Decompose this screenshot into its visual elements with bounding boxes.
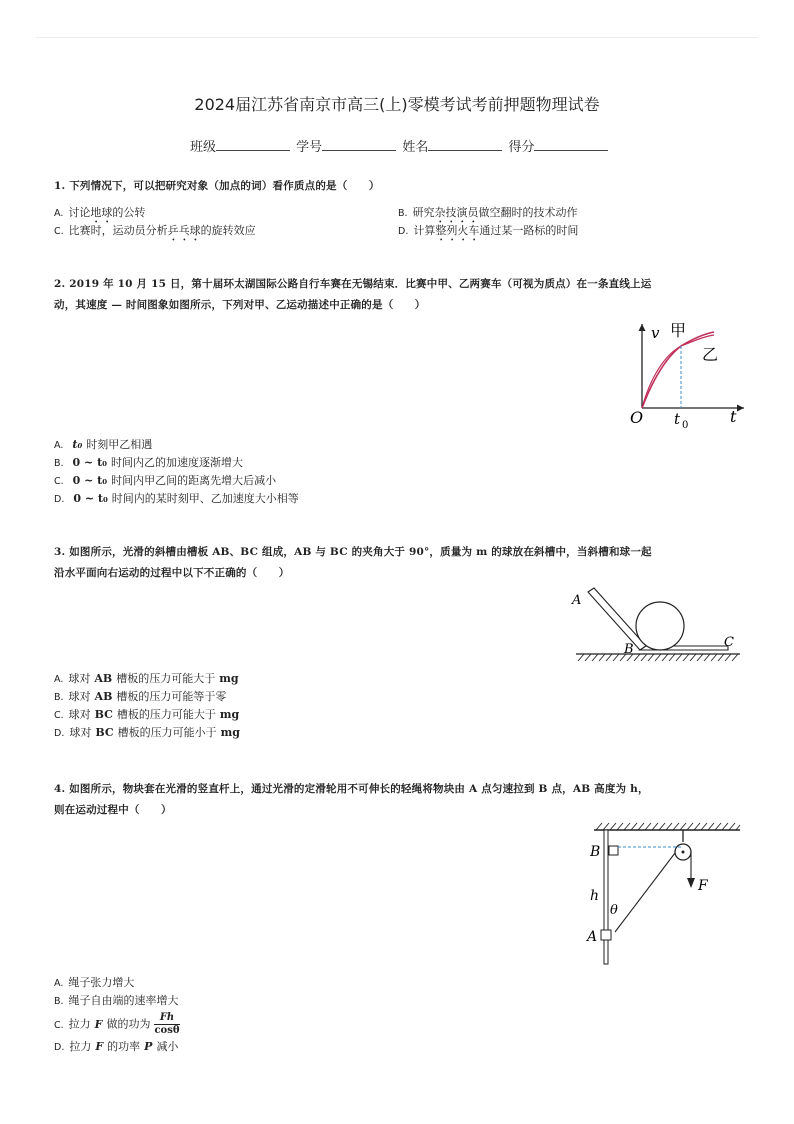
jia-label: 甲 — [670, 321, 687, 340]
q3-option-b[interactable]: B. 球对 AB 槽板的压力可能等于零 — [54, 690, 227, 703]
q3-groove-figure — [568, 582, 744, 666]
question-text: 下列情况下，可以把研究对象（加点的词）看作质点的是（ ） — [69, 180, 380, 192]
q4-pulley-figure — [584, 820, 744, 968]
score-blank[interactable] — [534, 138, 608, 151]
id-blank[interactable] — [322, 138, 396, 151]
q2-option-d[interactable]: D. 0 ~ t₀ 时间内的某时刻甲、乙加速度大小相等 — [54, 492, 299, 505]
q4-option-a[interactable]: A. 绳子张力增大 — [54, 976, 135, 989]
ground-hatching — [578, 654, 738, 661]
name-blank[interactable] — [428, 138, 502, 151]
question-number: 4. — [54, 783, 66, 795]
q2-option-a[interactable]: A. t₀ 时刻甲乙相遇 — [54, 438, 153, 451]
question-text-line1: 如图所示，光滑的斜槽由槽板 AB、BC 组成，AB 与 BC 的夹角大于 90°，质量为 m 的球放在斜槽中，当斜槽和球一起 — [69, 546, 652, 558]
label-h: h — [590, 888, 600, 904]
q1-option-c[interactable]: C. 比赛时，运动员分析乒乓球的旋转效应 — [54, 224, 256, 237]
label-a: A — [572, 593, 582, 608]
class-blank[interactable] — [216, 138, 290, 151]
question-text-line2: 动，其速度 — 时间图象如图所示，下列对甲、乙运动描述中正确的是（ ） — [54, 299, 426, 311]
class-label: 班级 — [190, 140, 217, 155]
block-position-a — [601, 930, 611, 940]
q3-option-d[interactable]: D. 球对 BC 槽板的压力可能小于 mg — [54, 726, 240, 739]
label-a: A — [587, 929, 598, 945]
question-number: 3. — [54, 546, 66, 558]
q3-option-c[interactable]: C. 球对 BC 槽板的压力可能大于 mg — [54, 708, 240, 721]
question-text-line2: 沿水平面向右运动的过程中以下不正确的（ ） — [54, 567, 290, 579]
pulley-axle — [682, 851, 685, 854]
label-f: F — [698, 878, 708, 894]
v-label: v — [651, 324, 660, 342]
q4-option-b[interactable]: B. 绳子自由端的速率增大 — [54, 994, 179, 1007]
rope — [615, 853, 675, 932]
v-axis-arrow — [639, 324, 646, 331]
t-label: t — [730, 407, 737, 426]
q2-vt-graph — [620, 316, 750, 434]
score-label: 得分 — [508, 140, 535, 155]
question-4 — [54, 779, 740, 821]
t-axis-arrow — [737, 405, 744, 412]
page-title: 2024届江苏省南京市高三(上)零模考试考前押题物理试卷 — [194, 95, 600, 114]
question-3 — [54, 542, 740, 584]
label-theta: θ — [610, 903, 618, 918]
q3-option-a[interactable]: A. 球对 AB 槽板的压力可能大于 mg — [54, 672, 239, 685]
vertical-rod — [604, 830, 608, 964]
label-c: C — [724, 635, 734, 650]
label-b: B — [590, 844, 601, 860]
student-info-line — [190, 136, 610, 155]
top-rule — [36, 37, 758, 38]
yi-label: 乙 — [702, 345, 719, 364]
q4-option-c[interactable]: C. 拉力 F 做的功为 $\frac{Fh}{\cos\theta}$ — [54, 1012, 180, 1036]
question-number: 1. — [54, 180, 66, 192]
question-1 — [54, 176, 740, 197]
q4-option-d[interactable]: D. 拉力 F 的功率 P 减小 — [54, 1040, 179, 1053]
ceiling-hatching — [596, 823, 740, 830]
name-label: 姓名 — [402, 140, 429, 155]
question-text-line1: 如图所示，物块套在光滑的竖直杆上，通过光滑的定滑轮用不可伸长的轻绳将物块由 A 点匀速拉到 B 点，AB 高度为 h， — [69, 783, 649, 795]
origin-label: O — [630, 408, 644, 427]
q2-option-b[interactable]: B. 0 ~ t₀ 时间内乙的加速度逐渐增大 — [54, 456, 243, 469]
curve-jia — [642, 332, 714, 408]
id-label: 学号 — [296, 140, 323, 155]
question-number: 2. — [54, 278, 66, 290]
force-arrow — [687, 878, 695, 888]
question-text-line1: 2019 年 10 月 15 日，第十届环太湖国际公路自行车赛在无锡结束．比赛中甲、乙两赛车（可视为质点）在一条直线上运 — [69, 278, 652, 290]
fraction: $\frac{Fh}{\cos\theta}$ — [154, 1012, 180, 1036]
question-2 — [54, 274, 740, 316]
t0-subscript: 0 — [682, 420, 689, 431]
ball — [636, 602, 684, 650]
q2-option-c[interactable]: C. 0 ~ t₀ 时间内甲乙间的距离先增大后减小 — [54, 474, 277, 487]
q1-option-b[interactable]: B. 研究杂技演员做空翻时的技术动作 — [398, 206, 578, 219]
q1-option-d[interactable]: D. 计算整列火车通过某一路标的时间 — [398, 224, 579, 237]
t0-label: t — [674, 410, 681, 428]
question-text-line2: 则在运动过程中（ ） — [54, 804, 172, 816]
q1-option-a[interactable]: A. 讨论地球的公转 — [54, 206, 146, 219]
label-b: B — [624, 642, 634, 657]
block-position-b — [609, 846, 618, 855]
